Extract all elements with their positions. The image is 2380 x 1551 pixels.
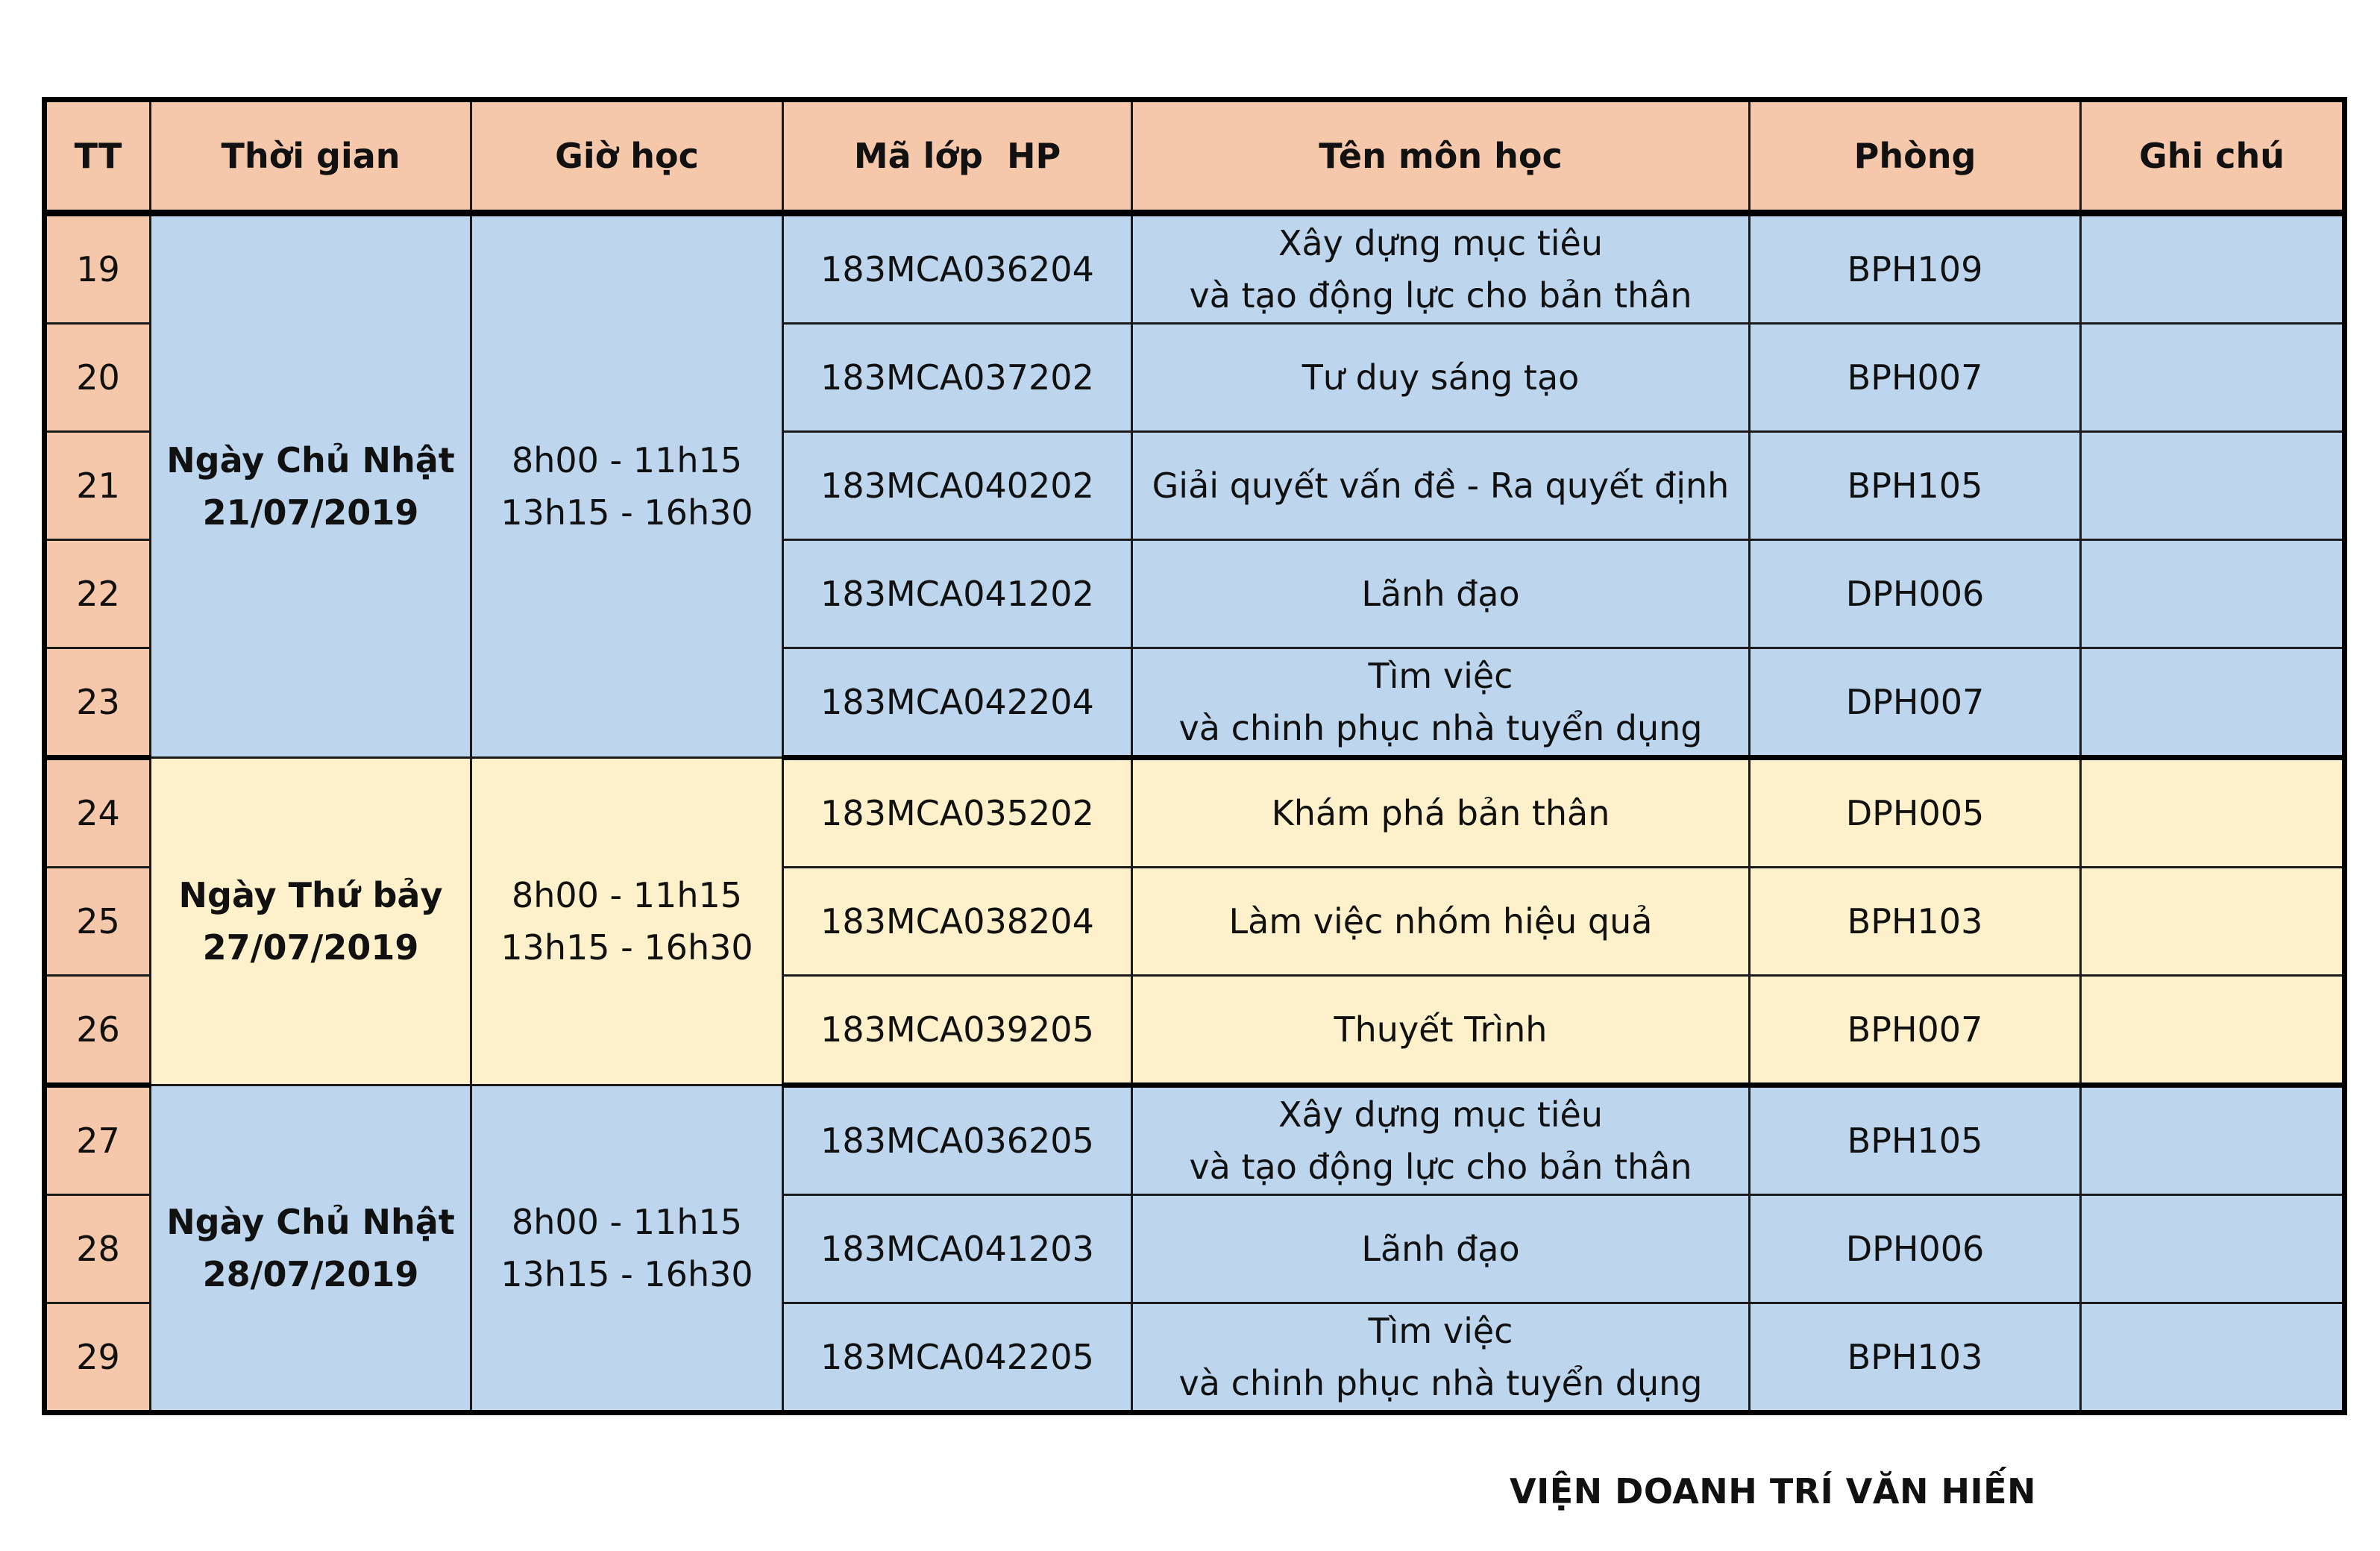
class-code: 183MCA041203 xyxy=(783,1195,1132,1303)
subject-line-1: Giải quyết vấn đề - Ra quyết định xyxy=(1152,466,1730,506)
subject-cell xyxy=(1132,648,1750,758)
note xyxy=(2081,758,2345,868)
subject-line-1: Lãnh đạo xyxy=(1361,1229,1520,1269)
table-row xyxy=(45,758,2345,868)
note xyxy=(2081,648,2345,758)
note xyxy=(2081,324,2345,432)
header-tt: TT xyxy=(45,100,151,213)
header-class-code: Mã lớp HP xyxy=(783,100,1132,213)
note xyxy=(2081,1085,2345,1195)
subject-cell xyxy=(1132,976,1750,1085)
day-cell xyxy=(151,1085,471,1413)
class-code: 183MCA036204 xyxy=(783,213,1132,324)
table-row xyxy=(45,213,2345,324)
class-code: 183MCA036205 xyxy=(783,1085,1132,1195)
time-afternoon: 13h15 - 16h30 xyxy=(500,1254,753,1294)
row-number: 19 xyxy=(45,213,151,324)
class-code: 183MCA040202 xyxy=(783,432,1132,540)
class-code: 183MCA037202 xyxy=(783,324,1132,432)
subject-cell xyxy=(1132,868,1750,976)
day-name: Ngày Chủ Nhật xyxy=(166,440,455,480)
subject-line-1: Xây dựng mục tiêu xyxy=(1278,1094,1604,1135)
subject-line-2: và chinh phục nhà tuyển dụng xyxy=(1178,708,1703,748)
row-number: 20 xyxy=(45,324,151,432)
header-room: Phòng xyxy=(1750,100,2081,213)
subject-line-1: Tìm việc xyxy=(1368,1311,1513,1351)
note xyxy=(2081,976,2345,1085)
row-number: 22 xyxy=(45,540,151,648)
table-row xyxy=(45,1085,2345,1195)
subject-line-2: và tạo động lực cho bản thân xyxy=(1189,1147,1692,1187)
day-name: Ngày Thứ bảy xyxy=(178,875,443,915)
time-morning: 8h00 - 11h15 xyxy=(511,440,743,480)
subject-cell xyxy=(1132,758,1750,868)
room: BPH007 xyxy=(1750,976,2081,1085)
room: BPH103 xyxy=(1750,1303,2081,1413)
note xyxy=(2081,1303,2345,1413)
subject-line-1: Thuyết Trình xyxy=(1334,1009,1548,1050)
subject-cell xyxy=(1132,1085,1750,1195)
day-date: 28/07/2019 xyxy=(202,1254,419,1294)
class-code: 183MCA042205 xyxy=(783,1303,1132,1413)
subject-cell xyxy=(1132,540,1750,648)
class-code: 183MCA039205 xyxy=(783,976,1132,1085)
header-note: Ghi chú xyxy=(2081,100,2345,213)
room: BPH103 xyxy=(1750,868,2081,976)
subject-line-1: Lãnh đạo xyxy=(1361,574,1520,614)
header-row xyxy=(45,100,2345,213)
row-number: 23 xyxy=(45,648,151,758)
day-date: 21/07/2019 xyxy=(202,492,419,533)
class-code: 183MCA042204 xyxy=(783,648,1132,758)
class-code: 183MCA038204 xyxy=(783,868,1132,976)
subject-line-1: Làm việc nhóm hiệu quả xyxy=(1228,901,1653,941)
note xyxy=(2081,1195,2345,1303)
hours-cell xyxy=(471,758,783,1085)
time-afternoon: 13h15 - 16h30 xyxy=(500,492,753,533)
room: DPH007 xyxy=(1750,648,2081,758)
class-code: 183MCA041202 xyxy=(783,540,1132,648)
subject-cell xyxy=(1132,432,1750,540)
hours-cell xyxy=(471,213,783,758)
room: BPH109 xyxy=(1750,213,2081,324)
row-number: 29 xyxy=(45,1303,151,1413)
subject-line-1: Xây dựng mục tiêu xyxy=(1278,223,1604,263)
subject-line-1: Tư duy sáng tạo xyxy=(1302,357,1580,398)
room: BPH105 xyxy=(1750,432,2081,540)
time-morning: 8h00 - 11h15 xyxy=(511,875,743,915)
subject-line-2: và tạo động lực cho bản thân xyxy=(1189,275,1692,316)
row-number: 28 xyxy=(45,1195,151,1303)
schedule-table xyxy=(42,97,2347,1415)
row-number: 24 xyxy=(45,758,151,868)
time-morning: 8h00 - 11h15 xyxy=(511,1202,743,1242)
note xyxy=(2081,540,2345,648)
room: BPH007 xyxy=(1750,324,2081,432)
header-subject: Tên môn học xyxy=(1132,100,1750,213)
row-number: 26 xyxy=(45,976,151,1085)
room: BPH105 xyxy=(1750,1085,2081,1195)
subject-line-1: Tìm việc xyxy=(1368,656,1513,696)
note xyxy=(2081,432,2345,540)
header-time: Thời gian xyxy=(151,100,471,213)
subject-cell xyxy=(1132,1303,1750,1413)
time-afternoon: 13h15 - 16h30 xyxy=(500,927,753,968)
room: DPH006 xyxy=(1750,1195,2081,1303)
row-number: 25 xyxy=(45,868,151,976)
subject-line-1: Khám phá bản thân xyxy=(1271,793,1610,833)
header-hours: Giờ học xyxy=(471,100,783,213)
day-cell xyxy=(151,758,471,1085)
subject-cell xyxy=(1132,324,1750,432)
class-code: 183MCA035202 xyxy=(783,758,1132,868)
row-number: 21 xyxy=(45,432,151,540)
room: DPH005 xyxy=(1750,758,2081,868)
note xyxy=(2081,213,2345,324)
day-cell xyxy=(151,213,471,758)
hours-cell xyxy=(471,1085,783,1413)
subject-line-2: và chinh phục nhà tuyển dụng xyxy=(1178,1363,1703,1403)
subject-cell xyxy=(1132,213,1750,324)
row-number: 27 xyxy=(45,1085,151,1195)
room: DPH006 xyxy=(1750,540,2081,648)
subject-cell xyxy=(1132,1195,1750,1303)
day-date: 27/07/2019 xyxy=(202,927,419,968)
note xyxy=(2081,868,2345,976)
institute-footer: VIỆN DOANH TRÍ VĂN HIẾN xyxy=(1510,1471,2036,1511)
day-name: Ngày Chủ Nhật xyxy=(166,1202,455,1242)
